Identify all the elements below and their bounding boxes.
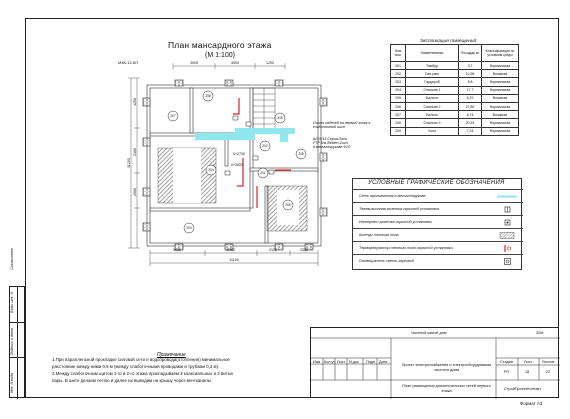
explication-cell: Спальня 1 bbox=[406, 86, 459, 94]
dim-left-total: 11200 bbox=[127, 158, 131, 168]
explication-cell: Нормальная bbox=[482, 102, 519, 110]
note-line: пары. В шите делаем петлю и далее их выводим на крышу через вентканалы. bbox=[52, 378, 213, 383]
explication-cell: Тамбур bbox=[406, 62, 459, 70]
legend bbox=[352, 178, 522, 270]
explication-cell: 27,89 bbox=[459, 102, 482, 110]
dim-bottom: 3400 bbox=[173, 248, 181, 252]
col-header: Классификация по условиям среды bbox=[482, 45, 519, 62]
legend-item: Интернет розетка скрытой установки bbox=[353, 215, 523, 228]
alarm-icon bbox=[495, 257, 519, 266]
explication-cell: Балкон bbox=[406, 94, 459, 102]
explication-cell: Нормальная bbox=[482, 127, 519, 135]
explication-row bbox=[391, 78, 519, 86]
stamp-col: Дата bbox=[379, 359, 388, 364]
dim-bottom: 3400 bbox=[227, 248, 235, 252]
explication-cell: Нормальная bbox=[482, 119, 519, 127]
side-label-agreed: Согласовано bbox=[10, 248, 14, 270]
dim-left: 2100 bbox=[133, 148, 137, 156]
explication-cell: Влажная bbox=[482, 94, 519, 102]
explication-cell: Сан.узел bbox=[406, 70, 459, 78]
stamp-stage: РП bbox=[504, 370, 510, 374]
page-scale: (М 1:100) bbox=[205, 52, 235, 59]
explication-cell: 201 bbox=[391, 62, 406, 70]
stamp-sheets-h: Листов bbox=[542, 359, 555, 364]
explication-cell: 207 bbox=[391, 111, 406, 119]
room-marker: 205 bbox=[298, 152, 304, 157]
stamp-project: Проект электроснабжения и электрооборудования частного дома bbox=[401, 363, 492, 372]
room-marker: 204 bbox=[208, 168, 214, 173]
side-label-sign: Подпись и дата bbox=[10, 328, 14, 356]
explication-row bbox=[391, 111, 519, 119]
stamp-sheet: 18 bbox=[525, 370, 530, 374]
explication-cell: Холл bbox=[406, 127, 459, 135]
stamp-col: Кол.уч bbox=[324, 359, 336, 364]
room-marker: 203 bbox=[186, 226, 192, 231]
floor-heat-icon bbox=[495, 231, 519, 240]
stamp-col: N док bbox=[349, 359, 359, 364]
explication-cell: 202 bbox=[391, 70, 406, 78]
mark-label: М4К-12-КП bbox=[118, 60, 139, 65]
format-label: Формат А3 bbox=[520, 401, 543, 406]
explication-cell: Нормальная bbox=[482, 86, 519, 94]
explication-cell: 3,7 bbox=[459, 62, 482, 70]
explication-cell: 7,24 bbox=[459, 127, 482, 135]
explication-cell: 204 bbox=[391, 86, 406, 94]
explication-cell: 10,56 bbox=[459, 70, 482, 78]
side-label-replace: Взам. инв. N bbox=[10, 292, 14, 313]
explication-cell: 208 bbox=[391, 119, 406, 127]
explication-cell: 209 bbox=[391, 127, 406, 135]
dim-bottom: 2100 bbox=[269, 248, 277, 252]
label-h: 0+2600 bbox=[230, 163, 244, 167]
explication-row bbox=[391, 94, 519, 102]
floor-plan bbox=[125, 58, 355, 273]
stamp-stage-h: Стадия bbox=[500, 359, 513, 364]
thermostat-icon bbox=[495, 244, 519, 253]
cable-spec: ШЭЭ/13 Cерия-3шт. FTP 5нк Belden-2шт в металлорукаве Ф20 bbox=[313, 137, 351, 149]
side-label-inv: Инв. N подл. bbox=[10, 372, 14, 394]
explication-cell: Спальня 2 bbox=[406, 102, 459, 110]
explication-cell: 203 bbox=[391, 78, 406, 86]
legend-title: УСЛОВНЫЕ ГРАФИЧЕСКИЕ ОБОЗНАЧЕНИЯ bbox=[368, 180, 505, 186]
room-marker: 202 bbox=[262, 144, 268, 149]
explication-cell: 205 bbox=[391, 94, 406, 102]
label-h: 0+2700 bbox=[232, 152, 246, 156]
legend-item: Терморегулятор теплого пола скрытой установки bbox=[353, 241, 523, 254]
room-marker: 201 bbox=[260, 171, 266, 176]
dim-total: 11100 bbox=[229, 258, 239, 262]
stamp-code-right: 30М bbox=[536, 331, 544, 335]
legend-item: Сеть проложенная в металлорукаве bbox=[353, 189, 523, 202]
room-marker: 209 bbox=[277, 116, 283, 121]
stamp-col: Лист bbox=[337, 359, 346, 364]
stamp-org: СтройПроектКонтакт bbox=[504, 387, 542, 391]
explication-table bbox=[390, 44, 519, 136]
room-marker: 207 bbox=[170, 114, 176, 119]
note-line: 1.При параллельной прокладке силовой сети и водопровода(отопления) минимальное bbox=[52, 357, 230, 362]
explication-cell: Нормальная bbox=[482, 78, 519, 86]
stamp-code: Частный жилой дом bbox=[411, 331, 447, 335]
cable-note: Отсек кабелей на первый этаж в слаботочный шит bbox=[313, 121, 371, 129]
dim-top: 3000 bbox=[231, 61, 239, 65]
dim-left: 1250 bbox=[133, 98, 137, 106]
note-line: 2.Между слаботочным щитом 1-го и 2-го этажа прокладываем 3 коаксиальных и 2 витых bbox=[52, 371, 234, 376]
explication-cell: Нормальная bbox=[482, 62, 519, 70]
col-header: Ном пом. bbox=[391, 45, 406, 62]
explication-cell: Спальня 3 bbox=[406, 119, 459, 127]
explication-cell: Влажная bbox=[482, 70, 519, 78]
title-block bbox=[310, 327, 559, 398]
explication-row bbox=[391, 70, 519, 78]
note-line: расстояние между ними 0,5 м (между слаботочными проводами и трубами 0,3 м). bbox=[52, 364, 220, 369]
room-marker: 206 bbox=[285, 203, 291, 208]
stamp-sheets: 22 bbox=[546, 370, 551, 374]
notes-title: Примечание bbox=[157, 352, 186, 358]
explication-cell: 6,74 bbox=[459, 111, 482, 119]
dim-bottom: 2350 bbox=[300, 248, 308, 252]
explication-cell: 20,23 bbox=[459, 119, 482, 127]
explication-cell: 6,29 bbox=[459, 94, 482, 102]
legend-item: Контур теплого пола bbox=[353, 228, 523, 241]
page-title: План мансардного этажа bbox=[168, 40, 272, 50]
col-header: Площадь м² bbox=[459, 45, 482, 62]
legend-item: Оповещатель свето-звуковой bbox=[353, 254, 523, 267]
stamp-sheet-title: План размещения дополнительных сетей первого этажа bbox=[402, 384, 491, 393]
dim-top: 1200 bbox=[266, 61, 274, 65]
explication-row bbox=[391, 102, 519, 110]
explication-row bbox=[391, 119, 519, 127]
net-socket-icon bbox=[495, 218, 519, 227]
metal-hose-line-icon bbox=[495, 192, 519, 201]
stamp-sheet-h: Лист bbox=[524, 359, 533, 364]
dim-top: 3000 bbox=[190, 61, 198, 65]
stamp-col: Изм bbox=[313, 359, 321, 364]
explication-cell: Гардероб bbox=[406, 78, 459, 86]
explication-row bbox=[391, 62, 519, 70]
explication-row bbox=[391, 127, 519, 135]
legend-item: Телевизионная розетка скрытой установки bbox=[353, 202, 523, 215]
explication-cell: Балкон bbox=[406, 111, 459, 119]
explication-cell: 206 bbox=[391, 102, 406, 110]
explication-title: Экспликация помещений bbox=[420, 39, 477, 44]
col-header: Наименование bbox=[406, 45, 459, 62]
notes-body bbox=[52, 356, 233, 384]
explication-cell: 17,7 bbox=[459, 86, 482, 94]
explication-cell: 5,8 bbox=[459, 78, 482, 86]
dim-left: 2500 bbox=[133, 188, 137, 196]
explication-cell: Влажная bbox=[482, 111, 519, 119]
room-marker: 208 bbox=[205, 94, 211, 99]
stamp-col: Подп bbox=[366, 359, 376, 364]
tv-socket-icon bbox=[495, 205, 519, 214]
explication-row bbox=[391, 86, 519, 94]
